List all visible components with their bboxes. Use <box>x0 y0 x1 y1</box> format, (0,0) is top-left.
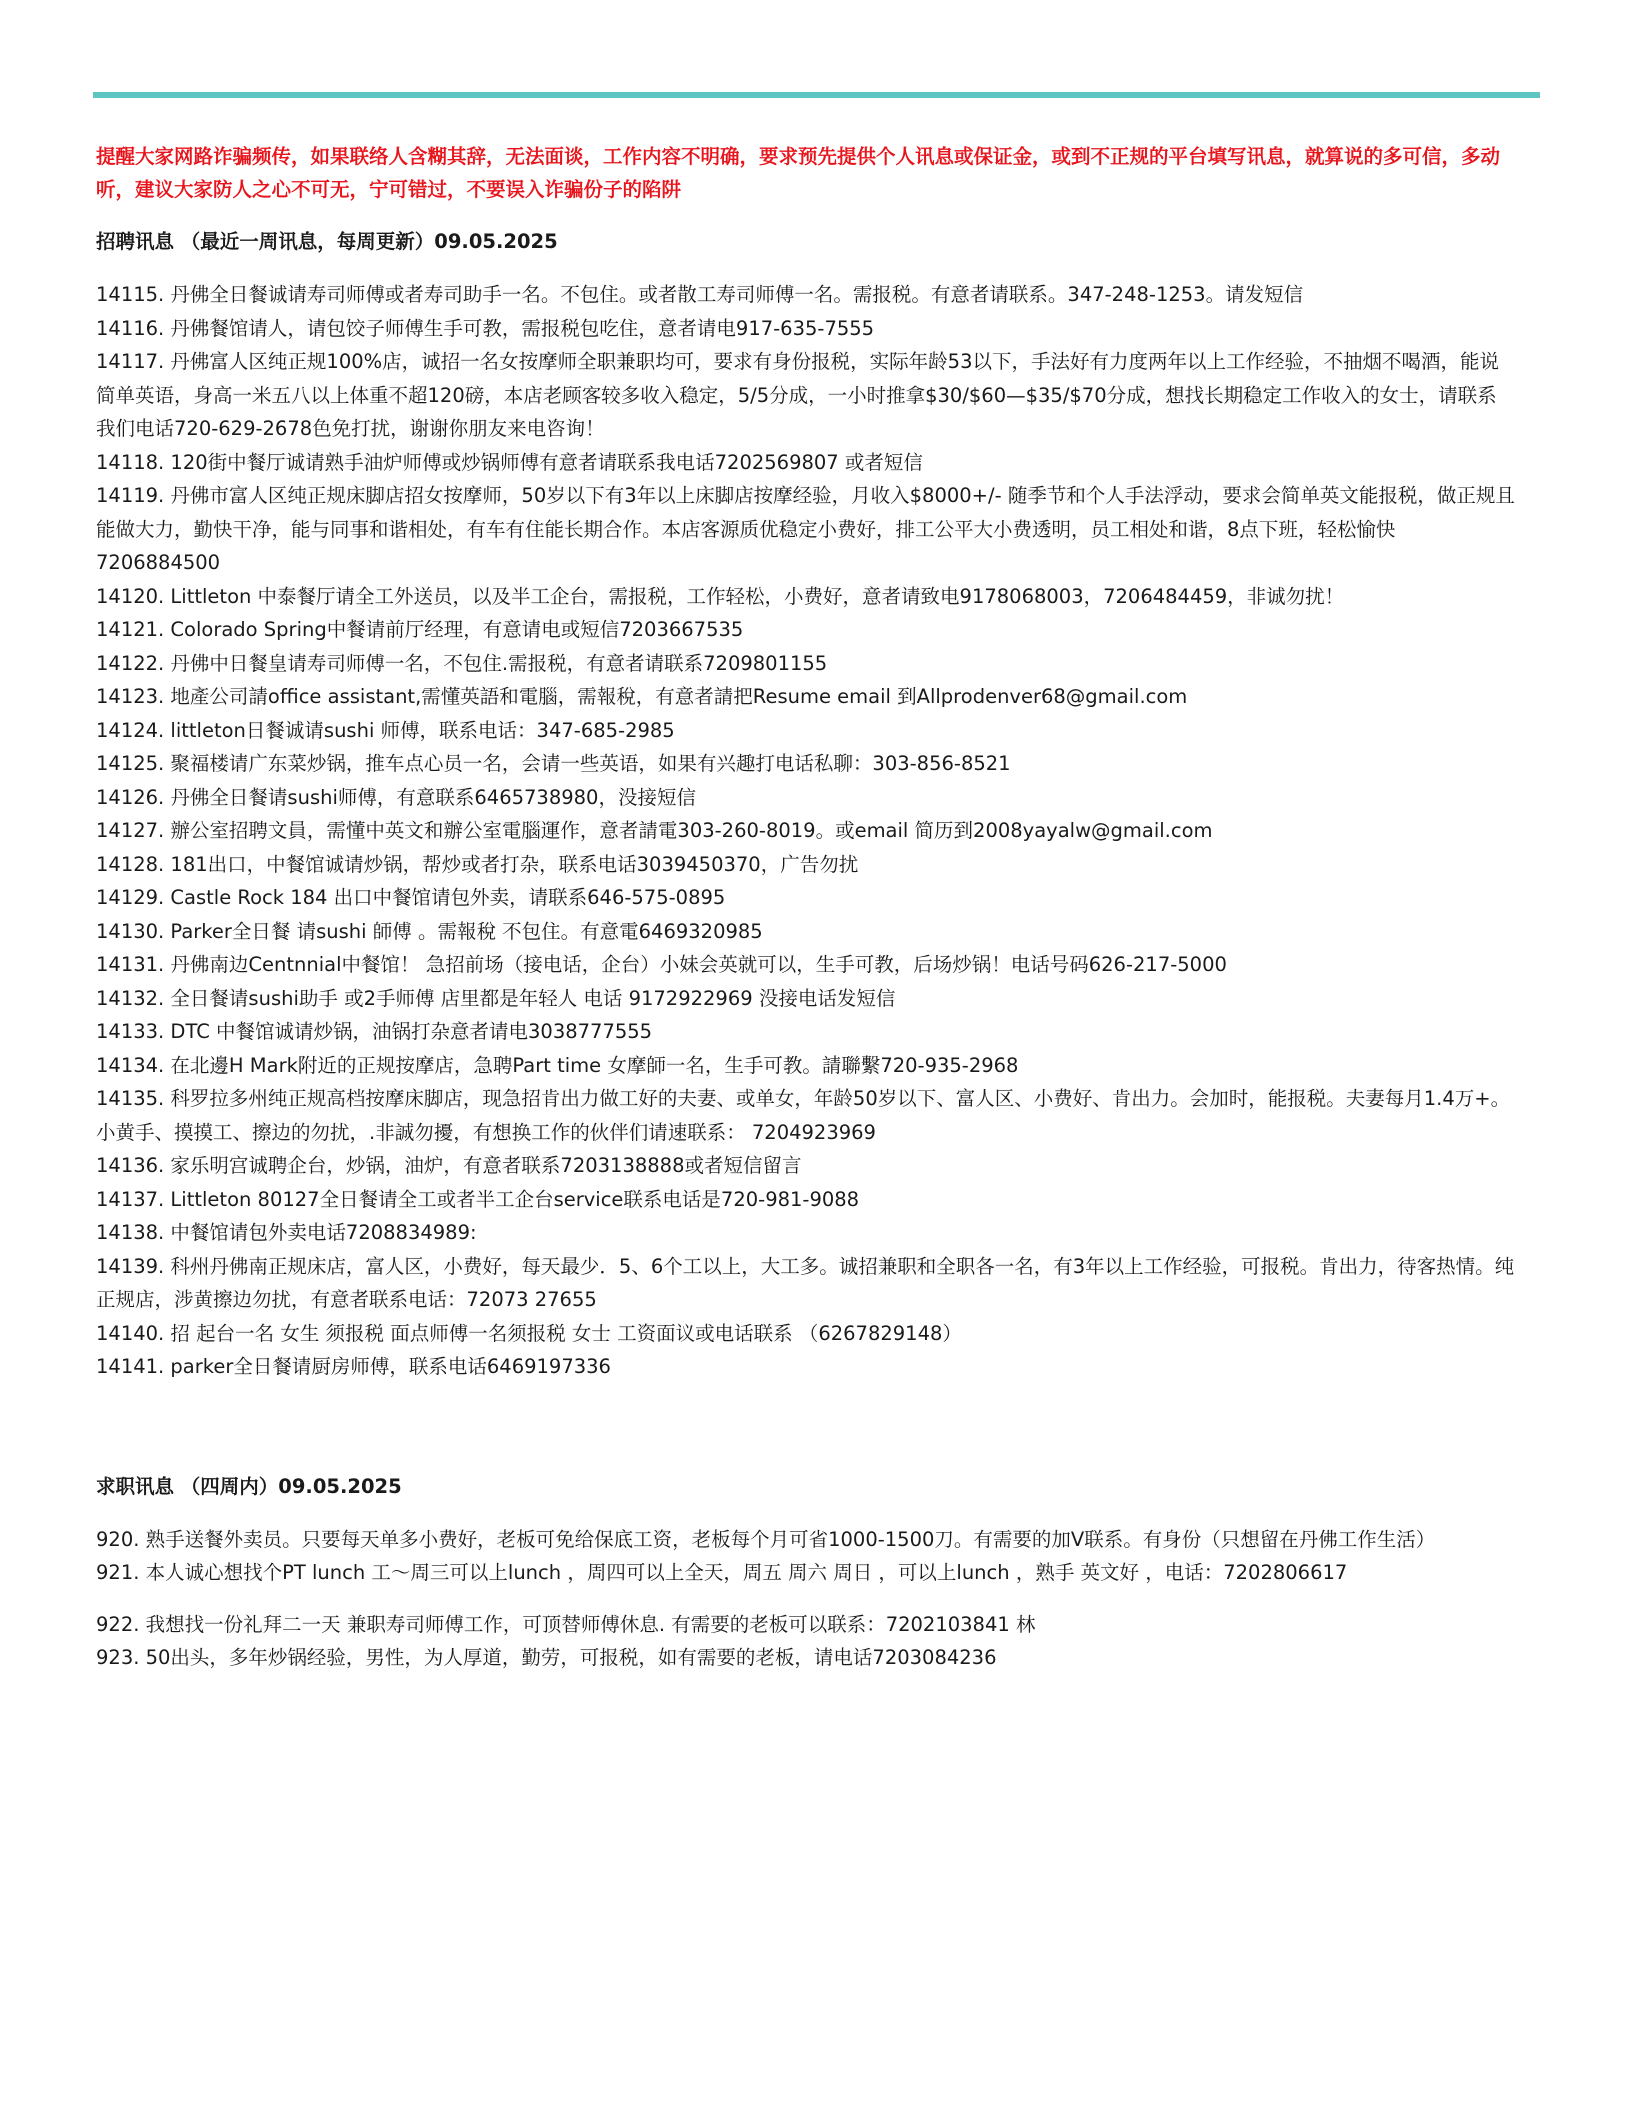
list-item: 14115. 丹佛全日餐诚请寿司师傅或者寿司助手一名。不包住。或者散工寿司师傅一名。需报税。有意者请联系。347-248-1253。请发短信 <box>96 283 1304 306</box>
list-item: 14139. 科州丹佛南正规床店，富人区，小费好，每天最少．5、6个工以上，大工多。诚招兼职和全职各一名，有3年以上工作经验，可报税。肯出力，待客热情。纯正规店，涉黄擦边勿扰，有意者联系电话：72073 27655 <box>96 1254 1515 1311</box>
page-content <box>96 140 1516 1675</box>
list-item: 14131. 丹佛南边Centnnial中餐馆！ 急招前场（接电话，企台）小妹会英就可以，生手可教，后场炒锅！电话号码626-217-5000 <box>96 953 1227 976</box>
list-item: 14122. 丹佛中日餐皇请寿司师傅一名，不包住.需报税，有意者请联系7209801155 <box>96 651 828 675</box>
list-item: 14125. 聚福楼请广东菜炒锅，推车点心员一名，会请一些英语，如果有兴趣打电话私聊：303-856-8521 <box>96 752 1011 775</box>
list-item: 14138. 中餐馆请包外卖电话7208834989: <box>96 1221 477 1244</box>
list-item: 14124. littleton日餐诚请sushi 师傅，联系电话：347-685-2985 <box>96 718 675 742</box>
list-item: 14123. 地產公司請office assistant,需懂英語和電腦，需報稅，有意者請把Resume email 到Allprodenver68@gmail.com <box>96 685 1188 708</box>
seeking-list <box>96 1523 1516 1675</box>
list-item: 14126. 丹佛全日餐请sushi师傅，有意联系6465738980，没接短信 <box>96 785 696 809</box>
list-item: 14130. Parker全日餐 请sushi 師傅 。需報稅 不包住。有意電6469320985 <box>96 919 763 943</box>
list-item: 14118. 120街中餐厅诚请熟手油炉师傅或炒锅师傅有意者请联系我电话7202569807 或者短信 <box>96 450 923 474</box>
hiring-list <box>96 278 1516 1384</box>
list-item: 14121. Colorado Spring中餐请前厅经理，有意请电或短信7203667535 <box>96 618 744 641</box>
list-item: 923. 50出头，多年炒锅经验，男性，为人厚道，勤劳，可报税，如有需要的老板，请电话7203084236 <box>96 1646 997 1669</box>
list-item: 14128. 181出口，中餐馆诚请炒锅，帮炒或者打杂，联系电话3039450370，广告勿扰 <box>96 852 859 876</box>
list-item: 14137. Littleton 80127全日餐请全工或者半工企台service联系电话是720-981-9088 <box>96 1187 860 1211</box>
scam-warning: 提醒大家网路诈骗频传，如果联络人含糊其辞，无法面谈，工作内容不明确，要求预先提供个人讯息或保证金，或到不正规的平台填写讯息，就算说的多可信，多动听，建议大家防人之心不可无，宁可错过，不要误入诈骗份子的陷阱 <box>96 145 1501 201</box>
list-item: 14129. Castle Rock 184 出口中餐馆请包外卖，请联系646-575-0895 <box>96 886 726 909</box>
list-item: 14127. 辦公室招聘文員，需懂中英文和辦公室電腦運作，意者請電303-260-8019。或email 简历到2008yayalw@gmail.com <box>96 819 1213 842</box>
list-item: 14135. 科罗拉多州纯正规高档按摩床脚店，现急招肯出力做工好的夫妻、或单女，年龄50岁以下、富人区、小费好、肯出力。会加时，能报税。夫妻每月1.4万+。小黄手、摸摸工、擦边的勿扰，.非誠勿擾，有想换工作的伙伴们请速联系： 7204923969 <box>96 1087 1511 1144</box>
list-item: 14133. DTC 中餐馆诚请炒锅，油锅打杂意者请电3038777555 <box>96 1020 653 1043</box>
list-item: 14140. 招 起台一名 女生 须报税 面点师傅一名须报税 女士 工资面议或电话联系 （6267829148） <box>96 1321 962 1345</box>
list-item: 14136. 家乐明宫诚聘企台，炒锅，油炉，有意者联系7203138888或者短信留言 <box>96 1154 802 1177</box>
list-item: 14132. 全日餐请sushi助手 或2手师傅 店里都是年轻人 电话 9172922969 没接电话发短信 <box>96 986 896 1010</box>
list-item: 14134. 在北邊H Mark附近的正规按摩店，急聘Part time 女摩師一名，生手可教。請聯繫720-935-2968 <box>96 1053 1019 1077</box>
list-item: 14120. Littleton 中泰餐厅请全工外送员，以及半工企台，需报税，工作轻松，小费好，意者请致电9178068003，7206484459，非诚勿扰！ <box>96 584 1345 608</box>
list-item: 921. 本人诚心想找个PT lunch 工～周三可以上lunch ，周四可以上全天，周五 周六 周日 ，可以上lunch ，熟手 英文好 ，电话：7202806617 <box>96 1561 1348 1584</box>
list-item: 920. 熟手送餐外卖员。只要每天单多小费好，老板可免给保底工资，老板每个月可省1000-1500刀。有需要的加V联系。有身份（只想留在丹佛工作生活） <box>96 1527 1436 1551</box>
list-item: 14141. parker全日餐请厨房师傅，联系电话6469197336 <box>96 1355 611 1378</box>
list-item: 14119. 丹佛市富人区纯正规床脚店招女按摩师，50岁以下有3年以上床脚店按摩经验，月收入$8000+/- 随季节和个人手法浮动，要求会简单英文能报税，做正规且能做大力，勤快干净，能与同事和谐相处，有车有住能长期合作。本店客源质优稳定小费好，排工公平大小费透明，员工相处和谐，8点下班，轻松愉快7206884500 <box>96 484 1515 574</box>
list-item: 922. 我想找一份礼拜二一天 兼职寿司师傅工作，可顶替师傅休息. 有需要的老板可以联系：7202103841 林 <box>96 1612 1036 1636</box>
list-item: 14116. 丹佛餐馆请人，请包饺子师傅生手可教，需报税包吃住，意者请电917-635-7555 <box>96 316 875 340</box>
hiring-section-title: 招聘讯息 （最近一周讯息，每周更新）09.05.2025 <box>96 230 558 253</box>
list-item: 14117. 丹佛富人区纯正规100%店，诚招一名女按摩师全职兼职均可，要求有身份报税，实际年龄53以下，手法好有力度两年以上工作经验，不抽烟不喝酒，能说简单英语，身高一米五八以上体重不超120磅，本店老顾客较多收入稳定，5/5分成，一小时推拿$30/$60—$35/$70分成，想找长期稳定工作收入的女士，请联系我们电话720-629-2678色免打扰，谢谢你朋友来电咨询！ <box>96 350 1499 440</box>
top-divider <box>93 92 1540 98</box>
seeking-section-title: 求职讯息 （四周内）09.05.2025 <box>96 1474 402 1498</box>
